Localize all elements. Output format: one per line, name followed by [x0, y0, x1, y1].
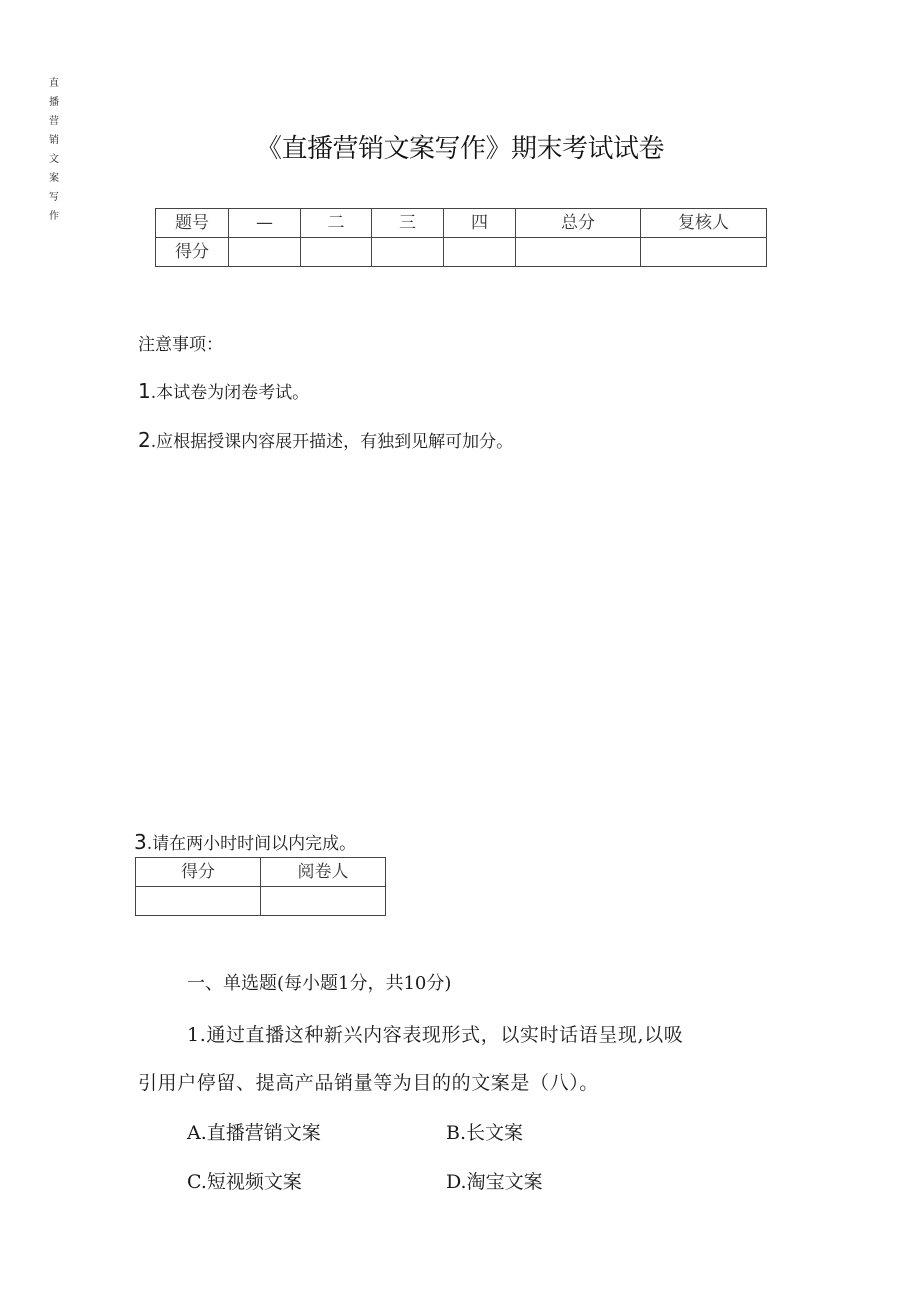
- score-cell: [444, 238, 516, 267]
- reviewer-header-score: 得分: [136, 858, 261, 887]
- header-total: 总分: [516, 209, 641, 238]
- note-item-3: [134, 829, 356, 854]
- reviewer-cell: [136, 887, 261, 916]
- side-char: 案: [49, 173, 59, 184]
- note-number: 2: [138, 428, 151, 452]
- exam-title: 《直播营销文案写作》期末考试试卷: [255, 134, 664, 164]
- side-char: 文: [49, 154, 59, 165]
- option-c: C.短视频文案: [187, 1171, 302, 1193]
- question-1-line-1: 1.通过直播这种新兴内容表现形式，以实时话语呈现,以吸: [187, 1024, 684, 1046]
- score-cell: [641, 238, 767, 267]
- note-item-2: [138, 427, 513, 452]
- section-heading: 一、单选题(每小题1分，共10分): [187, 973, 452, 994]
- side-char: 写: [49, 192, 59, 203]
- row-label-score: 得分: [156, 238, 229, 267]
- score-cell: [372, 238, 444, 267]
- option-b: B.长文案: [446, 1122, 524, 1144]
- note-text: .请在两小时时间以内完成。: [146, 834, 357, 854]
- option-a: A.直播营销文案: [187, 1122, 321, 1144]
- side-char: 播: [49, 97, 59, 108]
- note-number: 3: [134, 830, 147, 854]
- score-cell: [516, 238, 641, 267]
- header-part-4: 四: [444, 209, 516, 238]
- note-text: .应根据授课内容展开描述，有独到见解可加分。: [150, 432, 514, 452]
- score-table: [155, 208, 767, 267]
- reviewer-value-row: [136, 887, 386, 916]
- score-cell: [229, 238, 301, 267]
- reviewer-header-name: 阅卷人: [261, 858, 386, 887]
- reviewer-table: [135, 857, 386, 916]
- side-char: 直: [49, 78, 59, 89]
- header-part-2: 二: [301, 209, 372, 238]
- note-text: .本试卷为闭卷考试。: [150, 383, 310, 403]
- score-header-row: [156, 209, 767, 238]
- question-1-line-2: 引用户停留、提高产品销量等为目的的文案是（八）。: [138, 1072, 599, 1094]
- option-d: D.淘宝文案: [446, 1171, 543, 1193]
- note-number: 1: [138, 379, 151, 403]
- side-char: 营: [49, 116, 59, 127]
- header-question-number: 题号: [156, 209, 229, 238]
- note-item-1: [138, 378, 309, 403]
- reviewer-header-row: [136, 858, 386, 887]
- side-char: 销: [49, 135, 59, 146]
- score-value-row: [156, 238, 767, 267]
- side-char: 作: [49, 211, 59, 222]
- header-reviewer: 复核人: [641, 209, 767, 238]
- header-part-3: 三: [372, 209, 444, 238]
- reviewer-cell: [261, 887, 386, 916]
- header-part-1: —: [229, 209, 301, 238]
- notes-heading: 注意事项：: [138, 335, 223, 355]
- score-cell: [301, 238, 372, 267]
